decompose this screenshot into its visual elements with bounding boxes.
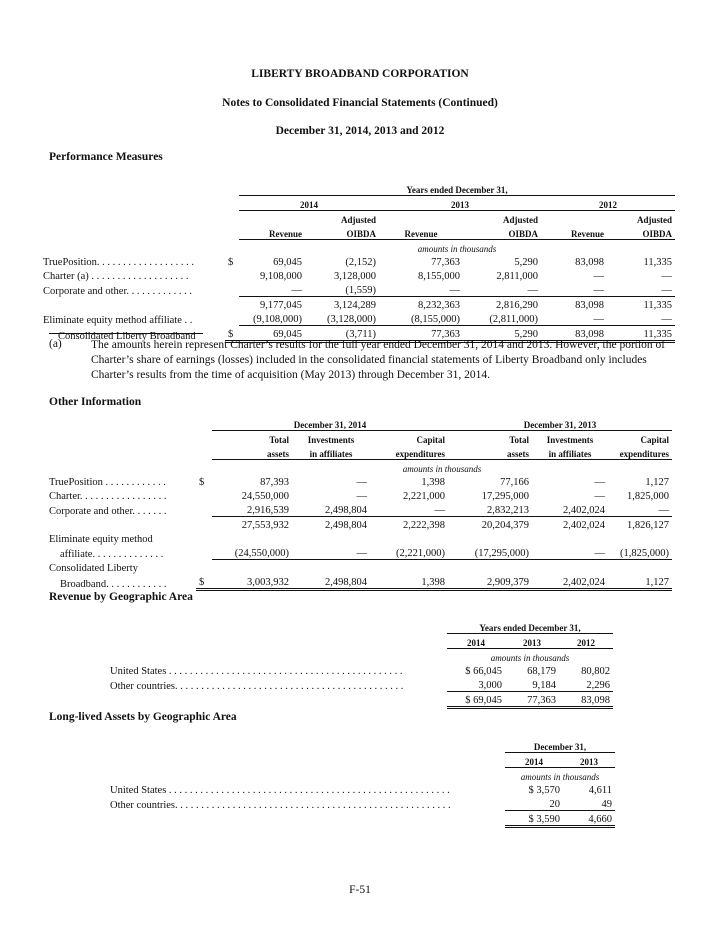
row-label: United States . . . . . . . . . . . . . . . . . . . . . . . . . . . . . . . . . . . . . . . . . . . . . xyxy=(110,666,403,677)
column-header: Capital xyxy=(416,435,445,445)
table-cell: (2,811,000) xyxy=(463,311,541,326)
table-cell: 2,402,024 xyxy=(563,520,605,531)
table-cell: 5,290 xyxy=(463,326,541,342)
page-subtitle: Notes to Consolidated Financial Statements (Continued) xyxy=(222,97,498,109)
currency-symbol: $ xyxy=(228,257,234,268)
column-header: in affiliates xyxy=(292,445,370,460)
table-cell: 77,363 xyxy=(431,257,460,268)
table-cell: 2,916,539 xyxy=(212,502,292,517)
column-header: Capital xyxy=(640,435,669,445)
table-cell: 27,553,932 xyxy=(241,520,289,531)
table-cell: (1,825,000) xyxy=(608,545,672,560)
units-label: amounts in thousands xyxy=(490,653,570,663)
row-label: United States . . . . . . . . . . . . . . . . . . . . . . . . . . . . . . . . . . . . . . . . . . . . . . . . . . . . . . xyxy=(110,785,450,796)
table-cell: 83,098 xyxy=(575,300,604,311)
row-label: Consolidated Liberty xyxy=(49,563,138,574)
table-cell: 2,816,290 xyxy=(496,300,538,311)
table-cell: 2,498,804 xyxy=(325,520,367,531)
table-cell: 2,909,379 xyxy=(448,574,532,590)
table-cell: (8,155,000) xyxy=(379,311,463,326)
table-row xyxy=(46,574,672,590)
currency-symbol: $ xyxy=(225,326,239,342)
table-cell: — xyxy=(356,477,367,488)
revenue-geo-table xyxy=(107,619,613,709)
table-cell: 87,393 xyxy=(260,477,289,488)
table-cell: (2,152) xyxy=(345,257,376,268)
table-cell: 2,402,024 xyxy=(532,574,608,590)
row-label: Corporate and other. . . . . . . . . . . . . xyxy=(43,285,193,297)
column-header: Total xyxy=(509,435,529,445)
column-header: in affiliates xyxy=(532,445,608,460)
table-cell: — xyxy=(356,491,367,502)
table-cell: — xyxy=(594,477,605,488)
row-label: Other countries. . . . . . . . . . . . . . . . . . . . . . . . . . . . . . . . . . . . . . . . . . . . . . . . . . . . . xyxy=(110,799,451,811)
column-header: expenditures xyxy=(608,445,672,460)
assets-geo-title: Long-lived Assets by Geographic Area xyxy=(49,711,237,723)
table-cell: — xyxy=(607,282,675,297)
table-row xyxy=(107,811,615,827)
table-cell: 83,098 xyxy=(559,692,613,708)
table-cell: 2,221,000 xyxy=(403,491,445,502)
table-row xyxy=(40,268,675,282)
table-row xyxy=(40,311,675,326)
table-row xyxy=(40,254,675,268)
table-row xyxy=(46,517,672,532)
table-cell: — xyxy=(608,502,672,517)
assets-geo-table xyxy=(107,738,615,828)
table-cell: — xyxy=(607,311,675,326)
table-cell: — xyxy=(541,282,607,297)
table-cell: $ 3,570 xyxy=(528,785,560,796)
table-cell: 11,335 xyxy=(643,257,672,268)
table-cell: 2,402,024 xyxy=(532,502,608,517)
footnote-marker: (a) xyxy=(49,338,62,350)
period-header: December 31, xyxy=(505,738,615,753)
table-cell: 2,222,398 xyxy=(403,520,445,531)
table-row xyxy=(46,560,672,575)
table-cell: 3,124,289 xyxy=(334,300,376,311)
table-row xyxy=(107,796,615,811)
table-row xyxy=(107,692,613,708)
period-header: December 31, 2013 xyxy=(448,416,672,431)
row-label: Eliminate equity method affiliate . . xyxy=(43,314,193,326)
period-header: December 31, 2014 xyxy=(212,416,448,431)
row-label: Broadband. . . . . . . . . . . . xyxy=(60,578,167,590)
column-header: Total xyxy=(269,435,289,445)
column-header: Investments xyxy=(546,435,594,445)
table-cell: 69,045 xyxy=(239,326,305,342)
year-header: 2012 xyxy=(559,634,613,649)
column-header: Adjusted xyxy=(636,215,672,225)
table-cell: — xyxy=(292,545,370,560)
table-cell: 11,335 xyxy=(643,300,672,311)
table-cell: (17,295,000) xyxy=(448,545,532,560)
table-cell: — xyxy=(594,491,605,502)
table-cell: 3,000 xyxy=(447,677,505,692)
table-cell: (9,108,000) xyxy=(239,311,305,326)
row-label: affiliate. . . . . . . . . . . . . . xyxy=(60,548,164,560)
page-number: F-51 xyxy=(349,884,371,896)
currency-symbol: $ xyxy=(199,477,205,488)
table-cell: 1,127 xyxy=(645,477,669,488)
table-row xyxy=(46,474,672,488)
table-cell: 77,363 xyxy=(505,692,559,708)
column-header: Adjusted xyxy=(340,215,376,225)
year-header: 2013 xyxy=(505,634,559,649)
column-header: OIBDA xyxy=(463,225,541,240)
column-header: assets xyxy=(448,445,532,460)
table-cell: 20 xyxy=(505,796,563,811)
column-header: OIBDA xyxy=(607,225,675,240)
column-header: Investments xyxy=(307,435,355,445)
table-cell: 83,098 xyxy=(541,326,607,342)
table-cell: — xyxy=(541,311,607,326)
table-cell: (3,711) xyxy=(305,326,379,342)
table-cell: — xyxy=(661,271,672,282)
table-row xyxy=(40,282,675,297)
table-cell: $ 3,590 xyxy=(505,811,563,827)
other-info-title: Other Information xyxy=(49,396,142,408)
column-header: expenditures xyxy=(370,445,448,460)
table-cell: 68,179 xyxy=(527,666,556,677)
units-label: amounts in thousands xyxy=(520,772,600,782)
table-cell: 24,550,000 xyxy=(241,491,289,502)
column-header: assets xyxy=(212,445,292,460)
table-cell: 1,398 xyxy=(370,574,448,590)
table-cell: — xyxy=(239,282,305,297)
table-row xyxy=(40,297,675,312)
table-cell: 11,335 xyxy=(607,326,675,342)
table-cell: 9,184 xyxy=(505,677,559,692)
table-cell: 2,498,804 xyxy=(292,574,370,590)
table-cell: 1,825,000 xyxy=(627,491,669,502)
row-label: Other countries. . . . . . . . . . . . . . . . . . . . . . . . . . . . . . . . . . . . . . . . . . . . xyxy=(110,680,404,692)
table-cell: 77,166 xyxy=(500,477,529,488)
table-cell: $ 69,045 xyxy=(447,692,505,708)
table-cell: 83,098 xyxy=(575,257,604,268)
table-cell: 4,660 xyxy=(563,811,615,827)
table-cell: 8,155,000 xyxy=(418,271,460,282)
row-label: Consolidated Liberty Broadband xyxy=(58,330,196,342)
table-cell: 20,204,379 xyxy=(481,520,529,531)
row-label: TruePosition . . . . . . . . . . . . xyxy=(49,477,166,488)
row-label: Eliminate equity method xyxy=(49,534,153,545)
table-cell: 77,363 xyxy=(379,326,463,342)
column-header: OIBDA xyxy=(305,225,379,240)
units-label: amounts in thousands xyxy=(417,244,497,254)
period-header: Years ended December 31, xyxy=(447,619,613,634)
revenue-geo-title: Revenue by Geographic Area xyxy=(49,591,193,603)
table-cell: 17,295,000 xyxy=(481,491,529,502)
table-cell: 3,003,932 xyxy=(212,574,292,590)
row-label: Charter (a) . . . . . . . . . . . . . . . . . . . xyxy=(43,271,189,282)
column-header: Revenue xyxy=(379,225,463,240)
table-cell: 69,045 xyxy=(273,257,302,268)
table-row xyxy=(46,502,672,517)
table-cell: 1,826,127 xyxy=(627,520,669,531)
performance-table xyxy=(40,181,675,343)
year-header: 2013 xyxy=(563,753,615,768)
table-cell: 1,398 xyxy=(421,477,445,488)
table-cell: 49 xyxy=(563,796,615,811)
table-cell: 2,832,213 xyxy=(448,502,532,517)
performance-title: Performance Measures xyxy=(49,151,163,163)
table-row xyxy=(46,488,672,502)
table-cell: (3,128,000) xyxy=(305,311,379,326)
table-cell: 2,296 xyxy=(559,677,613,692)
company-title: LIBERTY BROADBAND CORPORATION xyxy=(251,68,469,80)
table-cell: — xyxy=(370,502,448,517)
table-cell: 5,290 xyxy=(514,257,538,268)
period-header: Years ended December 31, xyxy=(406,185,508,195)
table-cell: 80,802 xyxy=(581,666,610,677)
row-label: Corporate and other. . . . . . . xyxy=(49,505,167,517)
row-label: TruePosition. . . . . . . . . . . . . . . . . . . xyxy=(43,257,195,268)
table-cell: 4,611 xyxy=(588,785,612,796)
table-cell: (1,559) xyxy=(305,282,379,297)
table-cell: 9,108,000 xyxy=(260,271,302,282)
table-cell: — xyxy=(593,271,604,282)
column-header: Revenue xyxy=(239,225,305,240)
units-label: amounts in thousands xyxy=(402,464,482,474)
statement-dates: December 31, 2014, 2013 and 2012 xyxy=(275,125,445,137)
year-header: 2014 xyxy=(239,196,379,211)
year-header: 2013 xyxy=(379,196,541,211)
table-cell: 3,128,000 xyxy=(334,271,376,282)
table-cell: — xyxy=(532,545,608,560)
other-info-table xyxy=(46,416,672,591)
currency-symbol: $ xyxy=(196,574,212,590)
table-row xyxy=(107,663,613,677)
table-cell: (24,550,000) xyxy=(212,545,292,560)
table-row xyxy=(46,545,672,560)
table-row xyxy=(107,677,613,692)
table-cell: 9,177,045 xyxy=(260,300,302,311)
table-cell: 2,498,804 xyxy=(292,502,370,517)
table-cell: 8,232,363 xyxy=(418,300,460,311)
year-header: 2014 xyxy=(447,634,505,649)
column-header: Revenue xyxy=(541,225,607,240)
footnote-divider xyxy=(49,333,203,334)
year-header: 2012 xyxy=(541,196,675,211)
table-cell: 2,811,000 xyxy=(496,271,538,282)
table-cell: — xyxy=(379,282,463,297)
table-cell: (2,221,000) xyxy=(370,545,448,560)
year-header: 2014 xyxy=(505,753,563,768)
row-label: Charter. . . . . . . . . . . . . . . . . xyxy=(49,491,167,502)
table-row xyxy=(46,531,672,545)
column-header: Adjusted xyxy=(502,215,538,225)
table-cell: 1,127 xyxy=(608,574,672,590)
table-cell: $ 66,045 xyxy=(465,666,502,677)
footnote-text: The amounts herein represent Charter’s results for the full year ended December 31, 2014 and 2013. However, the portion of Charter’s share of earnings (losses) included in the consolidated financial statements of Liberty Broadband only includes Charter’s results from the time of acquisition (May 2013) through December 31, 2014. xyxy=(91,339,666,381)
table-row xyxy=(107,782,615,796)
table-cell: — xyxy=(463,282,541,297)
